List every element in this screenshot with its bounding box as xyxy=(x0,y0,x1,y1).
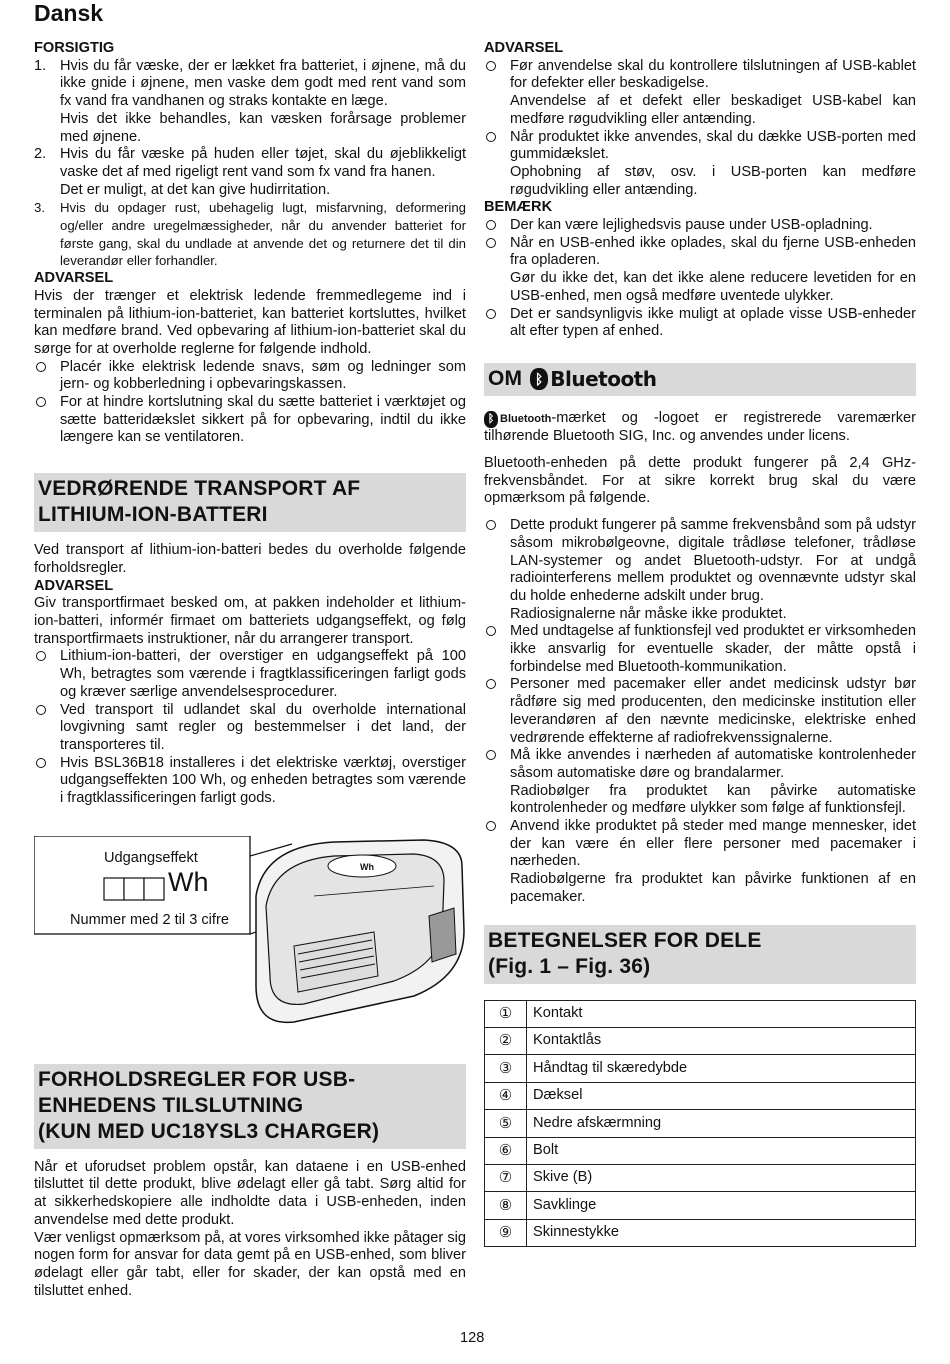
bullet-text: Når en USB-enhed ikke oplades, skal du fjerne USB-enheden fra opladeren. xyxy=(510,234,916,269)
part-name: Nedre afskærmning xyxy=(527,1110,916,1137)
battery-label-figure xyxy=(34,836,466,1026)
bullet-icon xyxy=(34,394,60,447)
transport-intro: Ved transport af lithium-ion-batteri bedes du overholde følgende forholdsregler. xyxy=(34,542,466,576)
title-line: ENHEDENS TILSLUTNING xyxy=(38,1093,304,1117)
title-line: FORHOLDSREGLER FOR USB- xyxy=(38,1067,356,1091)
advarsel-text: Hvis der trænger et elektrisk ledende fremmedlegeme ind i terminalen på lithium-ion-batteriet, kan batteriet kortsluttes, hvilket kan medføre brand. Ved opbevaring af lithium-ion-batteriet skal du sørge for at overholde reglerne for følgende indhold. xyxy=(34,287,466,357)
bullet-text: Må ikke anvendes i nærheden af automatiske kontrolenheder såsom automatiske døre og brandalarmer. xyxy=(510,747,916,781)
bullet-text: Anvend ikke produktet på steder med mange mennesker, idet der kan være én eller flere personer med pacemaker i nærheden. xyxy=(510,818,916,870)
trademark-text: -mærket og -logoet er registrerede varemærker tilhørende Bluetooth SIG, Inc. og anvendes under licens. xyxy=(484,409,916,445)
bullet-item xyxy=(34,648,466,701)
parts-section-title xyxy=(484,925,916,984)
bullet-icon xyxy=(484,129,510,200)
part-name: Håndtag til skæredybde xyxy=(527,1055,916,1082)
title-prefix: OM xyxy=(488,366,523,390)
bullet-text: Dette produkt fungerer på samme frekvensbånd som på udstyr såsom mikrobølgeovne, digitale trådløse telefoner, trådløse LAN-systemer og andet Bluetooth-udstyr. For at undgå radiointerferens mellem produktet og ovennævnte udstyr skal du holde enhederne adskilt under brug. xyxy=(510,517,916,604)
usb-paragraph: Når et uforudset problem opstår, kan dataene i en USB-enhed tilsluttet til dette produkt, blive ødelagt eller gå tabt. Sørg altid for at sikkerhedskopiere alle indholdte data i USB-enheden, inden anvendelse med dette produkt. xyxy=(34,1158,466,1228)
bullet-extra: Radiobølgerne fra produktet kan påvirke funktionen af en pacemaker. xyxy=(510,871,916,905)
part-number: ② xyxy=(485,1027,527,1054)
part-number: ⑦ xyxy=(485,1164,527,1191)
part-name: Skive (B) xyxy=(527,1164,916,1191)
bullet-extra: Gør du ikke det, kan det ikke alene reducere levetiden for en USB-enhed, men også medføre uventede ulykker. xyxy=(510,270,916,304)
part-name: Skinnestykke xyxy=(527,1219,916,1246)
bullet-icon xyxy=(484,235,510,306)
part-number: ⑥ xyxy=(485,1137,527,1164)
bullet-icon xyxy=(484,306,510,341)
parts-table xyxy=(484,1000,916,1248)
bullet-text: Når produktet ikke anvendes, skal du dække USB-porten med gummidækslet. xyxy=(510,128,916,163)
bullet-item xyxy=(484,623,916,676)
bullet-icon xyxy=(484,676,510,747)
bullet-item xyxy=(484,306,916,341)
digits-label: Nummer med 2 til 3 cifre xyxy=(70,911,229,928)
bullet-item xyxy=(484,58,916,129)
bluetooth-section-title xyxy=(484,363,916,396)
table-row xyxy=(485,1164,916,1191)
forsigtig-item-3 xyxy=(34,199,466,270)
bullet-icon xyxy=(34,755,60,808)
item-number: 1. xyxy=(34,57,47,74)
bullet-icon xyxy=(484,517,510,623)
title-line: (Fig. 1 – Fig. 36) xyxy=(488,954,651,978)
advarsel-heading: ADVARSEL xyxy=(34,270,114,287)
item-text: Hvis du får væske, der er lækket fra batteriet, i øjnene, må du ikke gnide i øjnene, men vaske dem godt med rent vand som fx vand fra vandhanen og straks kontakte en læge. xyxy=(60,57,466,110)
table-row xyxy=(485,1000,916,1027)
title-line: BETEGNELSER FOR DELE xyxy=(488,928,762,952)
bullet-extra: Radiosignalerne når måske ikke produktet. xyxy=(510,605,787,622)
forsigtig-item-2 xyxy=(34,146,466,199)
advarsel-text: Giv transportfirmaet besked om, at pakken indeholder et lithium-ion-batteri, informér firmaet om batteriets udgangseffekt, og følg transportfirmaets instruktioner, når du arrangerer transport. xyxy=(34,595,466,647)
part-number: ⑤ xyxy=(485,1110,527,1137)
bullet-text: Placér ikke elektrisk ledende snavs, søm og ledninger som jern- og kobberledning i opbevaringskassen. xyxy=(60,358,466,393)
left-column xyxy=(34,40,466,1300)
item-text: Hvis det ikke behandles, kan væsken forårsage problemer med øjnene. xyxy=(60,110,466,145)
part-number: ③ xyxy=(485,1055,527,1082)
bullet-icon xyxy=(484,58,510,129)
title-line: (KUN MED UC18YSL3 CHARGER) xyxy=(38,1119,380,1143)
table-row xyxy=(485,1137,916,1164)
bullet-extra: Anvendelse af et defekt eller beskadiget USB-kabel kan medføre røgudvikling eller antænding. xyxy=(510,93,916,127)
output-unit: Wh xyxy=(168,866,209,897)
bluetooth-trademark xyxy=(484,410,916,446)
item-number: 2. xyxy=(34,146,47,163)
bullet-item xyxy=(34,359,466,394)
table-row xyxy=(485,1082,916,1109)
bullet-extra: Radiobølger fra produktet kan påvirke automatiske kontrolenheder og medføre ulykker som følge af funktionsfejl. xyxy=(510,782,916,817)
item-text: Hvis du opdager rust, ubehagelig lugt, misfarvning, deformering og/eller andre uregelmæssigheder, når du anvender batteriet for første gang, skal du undlade at anvende det og returnere det til din leverandør eller forhandler. xyxy=(60,200,466,269)
usb-paragraph: Vær venligst opmærksom på, at vores virksomhed ikke påtager sig nogen form for ansvar for data gemt på en USB-enhed, som bliver ødelagt eller går tabt, eller for skader, der kan opstå med en tilsluttet enhed. xyxy=(34,1229,466,1299)
bullet-icon xyxy=(34,648,60,701)
bullet-item xyxy=(484,818,916,907)
bullet-icon xyxy=(34,702,60,755)
bullet-text: For at hindre kortslutning skal du sætte batteriet i værktøjet og sætte batteridækslet sikkert på for opbevaring, indtil du ikke længere kan se ventilatoren. xyxy=(60,394,466,446)
right-column xyxy=(484,40,916,1247)
item-text: Hvis du får væske på huden eller tøjet, skal du øjeblikkeligt vaske det af med rigeligt rent vand som fx vand fra hanen. xyxy=(60,146,466,180)
bluetooth-logo-inline xyxy=(484,411,551,429)
battery-badge: Wh xyxy=(360,861,374,872)
bullet-text: Med undtagelse af funktionsfejl ved produktet er virksomheden ikke ansvarlig for eventuelle skader, der måtte opstå i forbindelse med Bluetooth-kommunikation. xyxy=(510,623,916,675)
bullet-item xyxy=(484,217,916,235)
bullet-text: Der kan være lejlighedsvis pause under USB-opladning. xyxy=(510,217,873,234)
bullet-text: Før anvendelse skal du kontrollere tilslutningen af USB-kablet for defekter eller beskadigelse. xyxy=(510,57,916,92)
bluetooth-icon: ᛒ xyxy=(530,368,548,390)
part-name: Dæksel xyxy=(527,1082,916,1109)
part-number: ⑧ xyxy=(485,1192,527,1219)
part-name: Kontaktlås xyxy=(527,1027,916,1054)
bullet-icon xyxy=(484,818,510,907)
bullet-item xyxy=(484,129,916,200)
part-name: Bolt xyxy=(527,1137,916,1164)
forsigtig-item-1 xyxy=(34,58,466,147)
bullet-item xyxy=(34,702,466,755)
transport-section-title xyxy=(34,473,466,532)
bullet-text: Lithium-ion-batteri, der overstiger en udgangseffekt på 100 Wh, betragtes som værende i fragtklassificeringen farligt gods og kræver særlige anvendelsesprocedurer. xyxy=(60,648,466,700)
bullet-text: Ved transport til udlandet skal du overholde international lovgivning samt regler og bestemmelser i det land, der transporteres til. xyxy=(60,701,466,753)
bluetooth-logo-text: Bluetooth xyxy=(550,366,657,391)
advarsel-heading: ADVARSEL xyxy=(34,577,114,594)
table-row xyxy=(485,1055,916,1082)
usb-section-title xyxy=(34,1064,466,1149)
bluetooth-logo-text: Bluetooth xyxy=(500,412,552,425)
battery-illustration xyxy=(34,836,466,1026)
part-number: ④ xyxy=(485,1082,527,1109)
title-line: LITHIUM-ION-BATTERI xyxy=(38,503,268,527)
bullet-extra: Ophobning af støv, osv. i USB-porten kan medføre røgudvikling eller antænding. xyxy=(510,163,916,198)
bluetooth-intro: Bluetooth-enheden på dette produkt fungerer på 2,4 GHz-frekvensbåndet. For at sikre korrekt brug skal du være opmærksom på følgende. xyxy=(484,455,916,507)
part-number: ① xyxy=(485,1000,527,1027)
bullet-item xyxy=(34,755,466,808)
table-row xyxy=(485,1110,916,1137)
title-line: VEDRØRENDE TRANSPORT AF xyxy=(38,477,361,501)
part-name: Savklinge xyxy=(527,1192,916,1219)
bullet-item xyxy=(484,235,916,306)
item-text: Det er muligt, at det kan give hudirritation. xyxy=(60,181,331,198)
bullet-icon xyxy=(34,359,60,394)
table-row xyxy=(485,1219,916,1246)
output-label: Udgangseffekt xyxy=(104,849,198,866)
part-name: Kontakt xyxy=(527,1000,916,1027)
bullet-icon xyxy=(484,623,510,676)
table-row xyxy=(485,1192,916,1219)
bemaerk-heading: BEMÆRK xyxy=(484,199,553,216)
page-language-header: Dansk xyxy=(34,0,104,26)
advarsel-heading: ADVARSEL xyxy=(484,40,564,56)
bullet-item xyxy=(484,676,916,747)
bullet-text: Det er sandsynligvis ikke muligt at oplade visse USB-enheder alt efter typen af enhed. xyxy=(510,305,916,340)
bluetooth-icon: ᛒ xyxy=(484,411,498,428)
bullet-item xyxy=(34,394,466,447)
page-number: 128 xyxy=(460,1330,485,1346)
item-number: 3. xyxy=(34,200,45,216)
bullet-item xyxy=(484,517,916,623)
bullet-text: Personer med pacemaker eller andet medicinsk udstyr bør rådføre sig med producenten, den medicinske institution eller leverandøren af den nævnte medicinske, elektriske enhed vedrørende effekterne af radiofrekvenssignalerne. xyxy=(510,676,916,746)
table-row xyxy=(485,1027,916,1054)
bullet-text: Hvis BSL36B18 installeres i det elektriske værktøj, overstiger udgangseffekten 100 Wh, og enheden betragtes som værende i fragtklassificeringen farligt gods. xyxy=(60,754,466,807)
part-number: ⑨ xyxy=(485,1219,527,1246)
bullet-icon xyxy=(484,217,510,235)
bullet-item xyxy=(484,747,916,818)
bullet-icon xyxy=(484,747,510,818)
bluetooth-logo xyxy=(530,366,656,392)
forsigtig-heading: FORSIGTIG xyxy=(34,40,115,56)
